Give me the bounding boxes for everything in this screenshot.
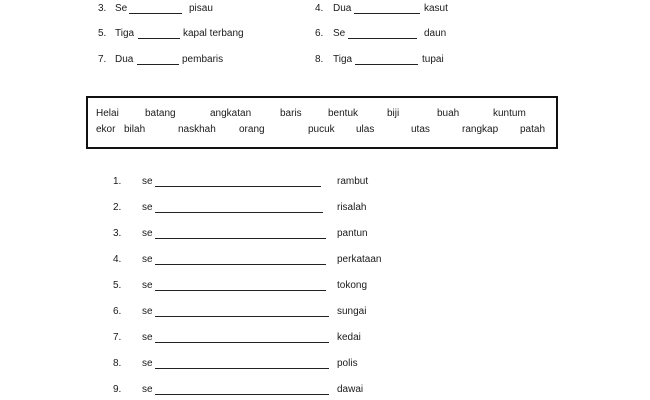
word-bank-item: Helai [96,108,119,119]
word-bank-item: naskhah [178,124,216,135]
answer-blank[interactable] [155,238,326,239]
question-number: 6. [315,28,324,39]
exercise-number: 9. [113,384,122,395]
word-bank-item: bentuk [328,108,359,119]
answer-blank[interactable] [155,264,326,265]
question-text-after: kapal terbang [183,28,244,39]
question-number: 7. [98,54,107,65]
question-text-before: Se [115,3,128,14]
exercise-word: perkataan [337,254,382,265]
answer-blank[interactable] [354,13,420,14]
exercise-number: 8. [113,358,122,369]
exercise-number: 4. [113,254,122,265]
exercise-prefix: se [142,254,153,265]
exercise-number: 1. [113,176,122,187]
answer-blank[interactable] [129,13,182,14]
exercise-prefix: se [142,176,153,187]
question-text-after: pisau [189,3,213,14]
exercise-prefix: se [142,332,153,343]
answer-blank[interactable] [155,394,329,395]
word-bank-item: biji [387,108,400,119]
question-number: 8. [315,54,324,65]
exercise-number: 6. [113,306,122,317]
word-bank-item: ulas [356,124,375,135]
answer-blank[interactable] [155,316,329,317]
exercise-word: rambut [337,176,369,187]
exercise-prefix: se [142,280,153,291]
word-bank-item: baris [280,108,302,119]
word-bank-item: pucuk [308,124,335,135]
answer-blank[interactable] [155,342,329,343]
question-text-after: daun [424,28,447,39]
exercise-number: 5. [113,280,122,291]
question-text-before: Dua [333,3,352,14]
exercise-word: dawai [337,384,364,395]
answer-blank[interactable] [155,212,323,213]
exercise-prefix: se [142,306,153,317]
question-text-before: Se [333,28,346,39]
exercise-prefix: se [142,202,153,213]
word-bank-item: utas [411,124,430,135]
word-bank-item: rangkap [462,124,499,135]
exercise-word: tokong [337,280,368,291]
exercise-word: polis [337,358,358,369]
word-bank-item: orang [239,124,265,135]
question-number: 5. [98,28,107,39]
answer-blank[interactable] [155,186,321,187]
question-text-before: Tiga [333,54,353,65]
exercise-word: sungai [337,306,367,317]
exercise-number: 7. [113,332,122,343]
word-bank-item: batang [145,108,176,119]
word-bank-item: buah [437,108,460,119]
word-bank-item: ekor [96,124,116,135]
exercise-word: risalah [337,202,367,213]
exercise-prefix: se [142,358,153,369]
answer-blank[interactable] [348,38,417,39]
question-text-after: pembaris [182,54,224,65]
word-bank-item: angkatan [210,108,252,119]
answer-blank[interactable] [155,368,329,369]
word-bank-item: bilah [124,124,146,135]
question-text-before: Dua [115,54,134,65]
exercise-prefix: se [142,228,153,239]
exercise-number: 2. [113,202,122,213]
word-bank-item: patah [520,124,546,135]
exercise-number: 3. [113,228,122,239]
answer-blank[interactable] [137,64,179,65]
question-number: 3. [98,3,107,14]
answer-blank[interactable] [355,64,418,65]
answer-blank[interactable] [138,38,180,39]
question-text-before: Tiga [115,28,135,39]
question-number: 4. [315,3,324,14]
exercise-prefix: se [142,384,153,395]
exercise-word: kedai [337,332,361,343]
exercise-word: pantun [337,228,368,239]
word-bank-item: kuntum [493,108,526,119]
word-bank-box [86,96,558,149]
question-text-after: tupai [422,54,444,65]
answer-blank[interactable] [155,290,326,291]
question-text-after: kasut [424,3,448,14]
